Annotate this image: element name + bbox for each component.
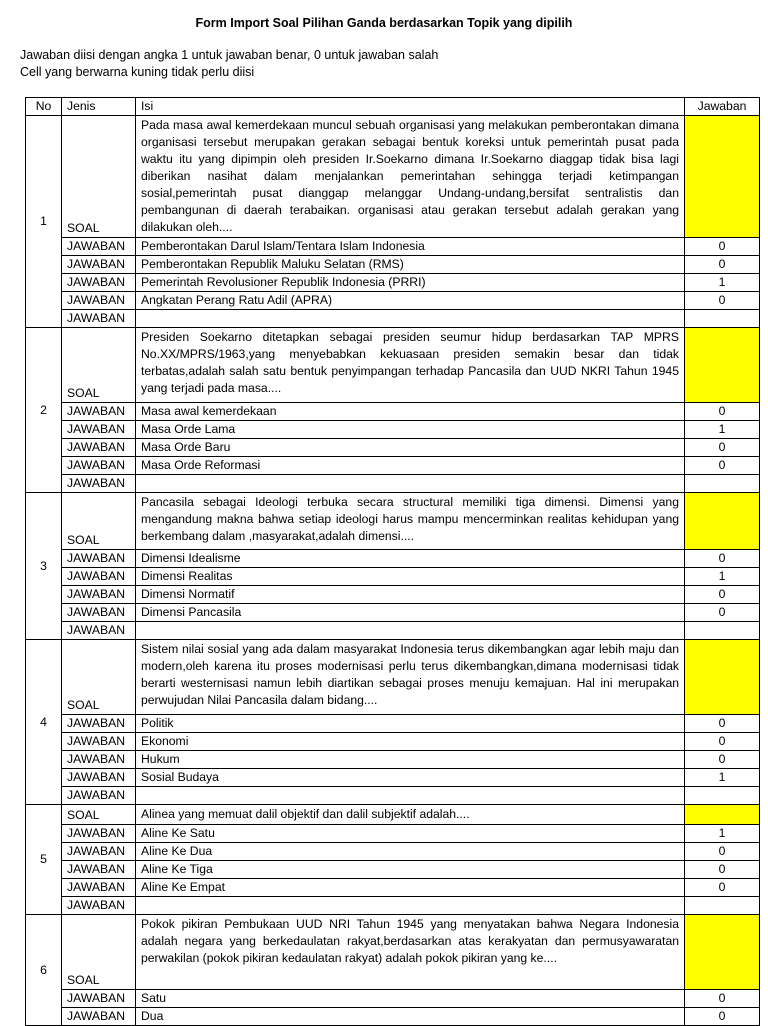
question-row: [26, 915, 760, 990]
question-row: [26, 116, 760, 238]
question-table: [25, 97, 760, 1026]
answer-value[interactable]: 0: [685, 990, 760, 1008]
soal-label: SOAL: [62, 805, 136, 825]
answer-cell-highlighted: [685, 915, 760, 990]
answer-row: [26, 439, 760, 457]
answer-value[interactable]: 0: [685, 403, 760, 421]
answer-option-text[interactable]: Aline Ke Dua: [136, 843, 685, 861]
question-row: [26, 805, 760, 825]
column-header-isi: Isi: [136, 98, 685, 116]
question-row: [26, 493, 760, 550]
jawaban-label: JAWABAN: [62, 256, 136, 274]
answer-option-text[interactable]: Dimensi Realitas: [136, 568, 685, 586]
answer-value[interactable]: 0: [685, 256, 760, 274]
answer-cell-highlighted: [685, 493, 760, 550]
answer-row: [26, 825, 760, 843]
answer-option-text[interactable]: Masa awal kemerdekaan: [136, 403, 685, 421]
jawaban-label: JAWABAN: [62, 825, 136, 843]
jawaban-label: JAWABAN: [62, 475, 136, 493]
question-number: 5: [26, 805, 62, 915]
answer-cell-highlighted: [685, 640, 760, 715]
answer-value[interactable]: 0: [685, 879, 760, 897]
answer-row: [26, 733, 760, 751]
answer-option-text[interactable]: Dua: [136, 1008, 685, 1026]
answer-value[interactable]: [685, 310, 760, 328]
answer-option-text[interactable]: [136, 897, 685, 915]
answer-cell-highlighted: [685, 116, 760, 238]
jawaban-label: JAWABAN: [62, 238, 136, 256]
answer-value[interactable]: 0: [685, 238, 760, 256]
jawaban-label: JAWABAN: [62, 879, 136, 897]
answer-value[interactable]: [685, 475, 760, 493]
question-number: 1: [26, 116, 62, 328]
answer-value[interactable]: 1: [685, 274, 760, 292]
answer-row: [26, 1008, 760, 1026]
question-row: [26, 640, 760, 715]
answer-option-text[interactable]: Politik: [136, 715, 685, 733]
jawaban-label: JAWABAN: [62, 897, 136, 915]
answer-option-text[interactable]: Pemerintah Revolusioner Republik Indonesia (PRRI): [136, 274, 685, 292]
jawaban-label: JAWABAN: [62, 274, 136, 292]
soal-label: SOAL: [62, 640, 136, 715]
answer-option-text[interactable]: Masa Orde Lama: [136, 421, 685, 439]
answer-row: [26, 310, 760, 328]
answer-cell-highlighted: [685, 328, 760, 403]
question-text[interactable]: Pokok pikiran Pembukaan UUD NRI Tahun 1945 yang menyatakan bahwa Negara Indonesia adalah negara yang berkedaulatan rakyat,berdasarkan atas kerakyatan dan permusyawaratan perwakilan (pokok pikiran kedaulatan rakyat) adalah pokok pikiran yang ke....: [136, 915, 685, 990]
answer-value[interactable]: 1: [685, 825, 760, 843]
question-text[interactable]: Sistem nilai sosial yang ada dalam masyarakat Indonesia terus dikembangkan agar lebih maju dan modern,oleh karena itu proses modernisasi perlu terus dikembangkan,dimana modernisasi tidak berarti westernisasi namun lebih diartikan sebagai proses menuju kemajuan. Hal ini merupakan perwujudan Nilai Pancasila dalam bidang....: [136, 640, 685, 715]
answer-option-text[interactable]: Pemberontakan Darul Islam/Tentara Islam Indonesia: [136, 238, 685, 256]
question-number: 4: [26, 640, 62, 805]
question-text[interactable]: Presiden Soekarno ditetapkan sebagai presiden seumur hidup berdasarkan TAP MPRS No.XX/MPRS/1963,yang menyebabkan kekuasaan presiden semakin besar dan tidak terbatas,adalah salah satu bentuk penyimpangan terhadap Pancasila dan UUD NKRI Tahun 1945 yang terjadi pada masa....: [136, 328, 685, 403]
answer-row: [26, 787, 760, 805]
answer-option-text[interactable]: Pemberontakan Republik Maluku Selatan (RMS): [136, 256, 685, 274]
soal-label: SOAL: [62, 116, 136, 238]
answer-option-text[interactable]: Masa Orde Baru: [136, 439, 685, 457]
question-text[interactable]: Pada masa awal kemerdekaan muncul sebuah organisasi yang melakukan pemberontakan dimana organisasi tersebut merupakan gerakan sebagai bentuk koreksi untuk pemerintah pusat pada waktu itu yang dipimpin oleh presiden Ir.Soekarno dimana Ir.Soekarno diaggap tidak bisa lagi diberikan nasihat dalam menjalankan pemerintahan sehingga terjadi ketimpangan sosial,pemerintah pusat dianggap melanggar Undang-undang,bersifat sentralistis dan pembangunan di daerah terabaikan. organisasi atau gerakan tersebut adalah gerakan yang dilakukan oleh....: [136, 116, 685, 238]
answer-option-text[interactable]: [136, 475, 685, 493]
answer-value[interactable]: [685, 622, 760, 640]
answer-option-text[interactable]: Angkatan Perang Ratu Adil (APRA): [136, 292, 685, 310]
jawaban-label: JAWABAN: [62, 715, 136, 733]
answer-option-text[interactable]: Dimensi Pancasila: [136, 604, 685, 622]
answer-value[interactable]: 0: [685, 604, 760, 622]
question-number: 2: [26, 328, 62, 493]
question-row: [26, 328, 760, 403]
answer-value[interactable]: 0: [685, 1008, 760, 1026]
jawaban-label: JAWABAN: [62, 733, 136, 751]
jawaban-label: JAWABAN: [62, 439, 136, 457]
jawaban-label: JAWABAN: [62, 550, 136, 568]
jawaban-label: JAWABAN: [62, 787, 136, 805]
answer-value[interactable]: 0: [685, 292, 760, 310]
answer-row: [26, 751, 760, 769]
answer-row: [26, 604, 760, 622]
answer-option-text[interactable]: Hukum: [136, 751, 685, 769]
answer-option-text[interactable]: [136, 622, 685, 640]
answer-row: [26, 274, 760, 292]
jawaban-label: JAWABAN: [62, 1008, 136, 1026]
answer-option-text[interactable]: Masa Orde Reformasi: [136, 457, 685, 475]
soal-label: SOAL: [62, 915, 136, 990]
question-body: [26, 116, 760, 1026]
jawaban-label: JAWABAN: [62, 622, 136, 640]
form-title: Form Import Soal Pilihan Ganda berdasarkan Topik yang dipilih: [195, 16, 573, 30]
answer-option-text[interactable]: Aline Ke Tiga: [136, 861, 685, 879]
answer-row: [26, 568, 760, 586]
answer-value[interactable]: 1: [685, 769, 760, 787]
header-row: [26, 98, 760, 116]
jawaban-label: JAWABAN: [62, 751, 136, 769]
answer-row: [26, 475, 760, 493]
answer-row: [26, 990, 760, 1008]
answer-row: [26, 586, 760, 604]
answer-option-text[interactable]: Aline Ke Satu: [136, 825, 685, 843]
answer-value[interactable]: 0: [685, 733, 760, 751]
answer-row: [26, 550, 760, 568]
answer-value[interactable]: 0: [685, 457, 760, 475]
answer-value[interactable]: 0: [685, 843, 760, 861]
answer-option-text[interactable]: Dimensi Normatif: [136, 586, 685, 604]
answer-row: [26, 622, 760, 640]
answer-row: [26, 256, 760, 274]
answer-value[interactable]: 0: [685, 586, 760, 604]
answer-value[interactable]: 1: [685, 421, 760, 439]
jawaban-label: JAWABAN: [62, 403, 136, 421]
answer-row: [26, 421, 760, 439]
instruction-note: Cell yang berwarna kuning tidak perlu diisi: [20, 65, 255, 79]
answer-option-text[interactable]: Sosial Budaya: [136, 769, 685, 787]
question-number: 6: [26, 915, 62, 1026]
answer-row: [26, 861, 760, 879]
jawaban-label: JAWABAN: [62, 457, 136, 475]
column-header-jenis: Jenis: [62, 98, 136, 116]
answer-value[interactable]: 0: [685, 861, 760, 879]
answer-row: [26, 897, 760, 915]
jawaban-label: JAWABAN: [62, 843, 136, 861]
answer-row: [26, 403, 760, 421]
answer-row: [26, 879, 760, 897]
jawaban-label: JAWABAN: [62, 421, 136, 439]
answer-option-text[interactable]: Aline Ke Empat: [136, 879, 685, 897]
answer-option-text[interactable]: [136, 787, 685, 805]
jawaban-label: JAWABAN: [62, 990, 136, 1008]
answer-row: [26, 769, 760, 787]
question-text[interactable]: Alinea yang memuat dalil objektif dan dalil subjektif adalah....: [136, 805, 685, 825]
answer-option-text[interactable]: Ekonomi: [136, 733, 685, 751]
answer-value[interactable]: 0: [685, 439, 760, 457]
jawaban-label: JAWABAN: [62, 769, 136, 787]
answer-row: [26, 843, 760, 861]
jawaban-label: JAWABAN: [62, 586, 136, 604]
column-header-no: No: [26, 98, 62, 116]
jawaban-label: JAWABAN: [62, 568, 136, 586]
answer-option-text[interactable]: [136, 310, 685, 328]
column-header-jawaban: Jawaban: [685, 98, 760, 116]
answer-row: [26, 715, 760, 733]
answer-option-text[interactable]: Satu: [136, 990, 685, 1008]
answer-option-text[interactable]: Dimensi Idealisme: [136, 550, 685, 568]
answer-value[interactable]: [685, 897, 760, 915]
answer-value[interactable]: 0: [685, 715, 760, 733]
soal-label: SOAL: [62, 328, 136, 403]
answer-row: [26, 457, 760, 475]
answer-value[interactable]: 0: [685, 751, 760, 769]
instruction-note: Jawaban diisi dengan angka 1 untuk jawaban benar, 0 untuk jawaban salah: [20, 48, 439, 62]
answer-row: [26, 292, 760, 310]
jawaban-label: JAWABAN: [62, 310, 136, 328]
answer-cell-highlighted: [685, 805, 760, 825]
answer-value[interactable]: [685, 787, 760, 805]
answer-row: [26, 238, 760, 256]
jawaban-label: JAWABAN: [62, 292, 136, 310]
question-number: 3: [26, 493, 62, 640]
answer-value[interactable]: 1: [685, 568, 760, 586]
jawaban-label: JAWABAN: [62, 861, 136, 879]
jawaban-label: JAWABAN: [62, 604, 136, 622]
answer-value[interactable]: 0: [685, 550, 760, 568]
soal-label: SOAL: [62, 493, 136, 550]
question-text[interactable]: Pancasila sebagai Ideologi terbuka secara structural memiliki tiga dimensi. Dimensi yang mengandung makna bahwa setiap ideologi harus mampu mencerminkan realitas kehidupan yang berkembang dalam ,masyarakat,adalah dimensi....: [136, 493, 685, 550]
